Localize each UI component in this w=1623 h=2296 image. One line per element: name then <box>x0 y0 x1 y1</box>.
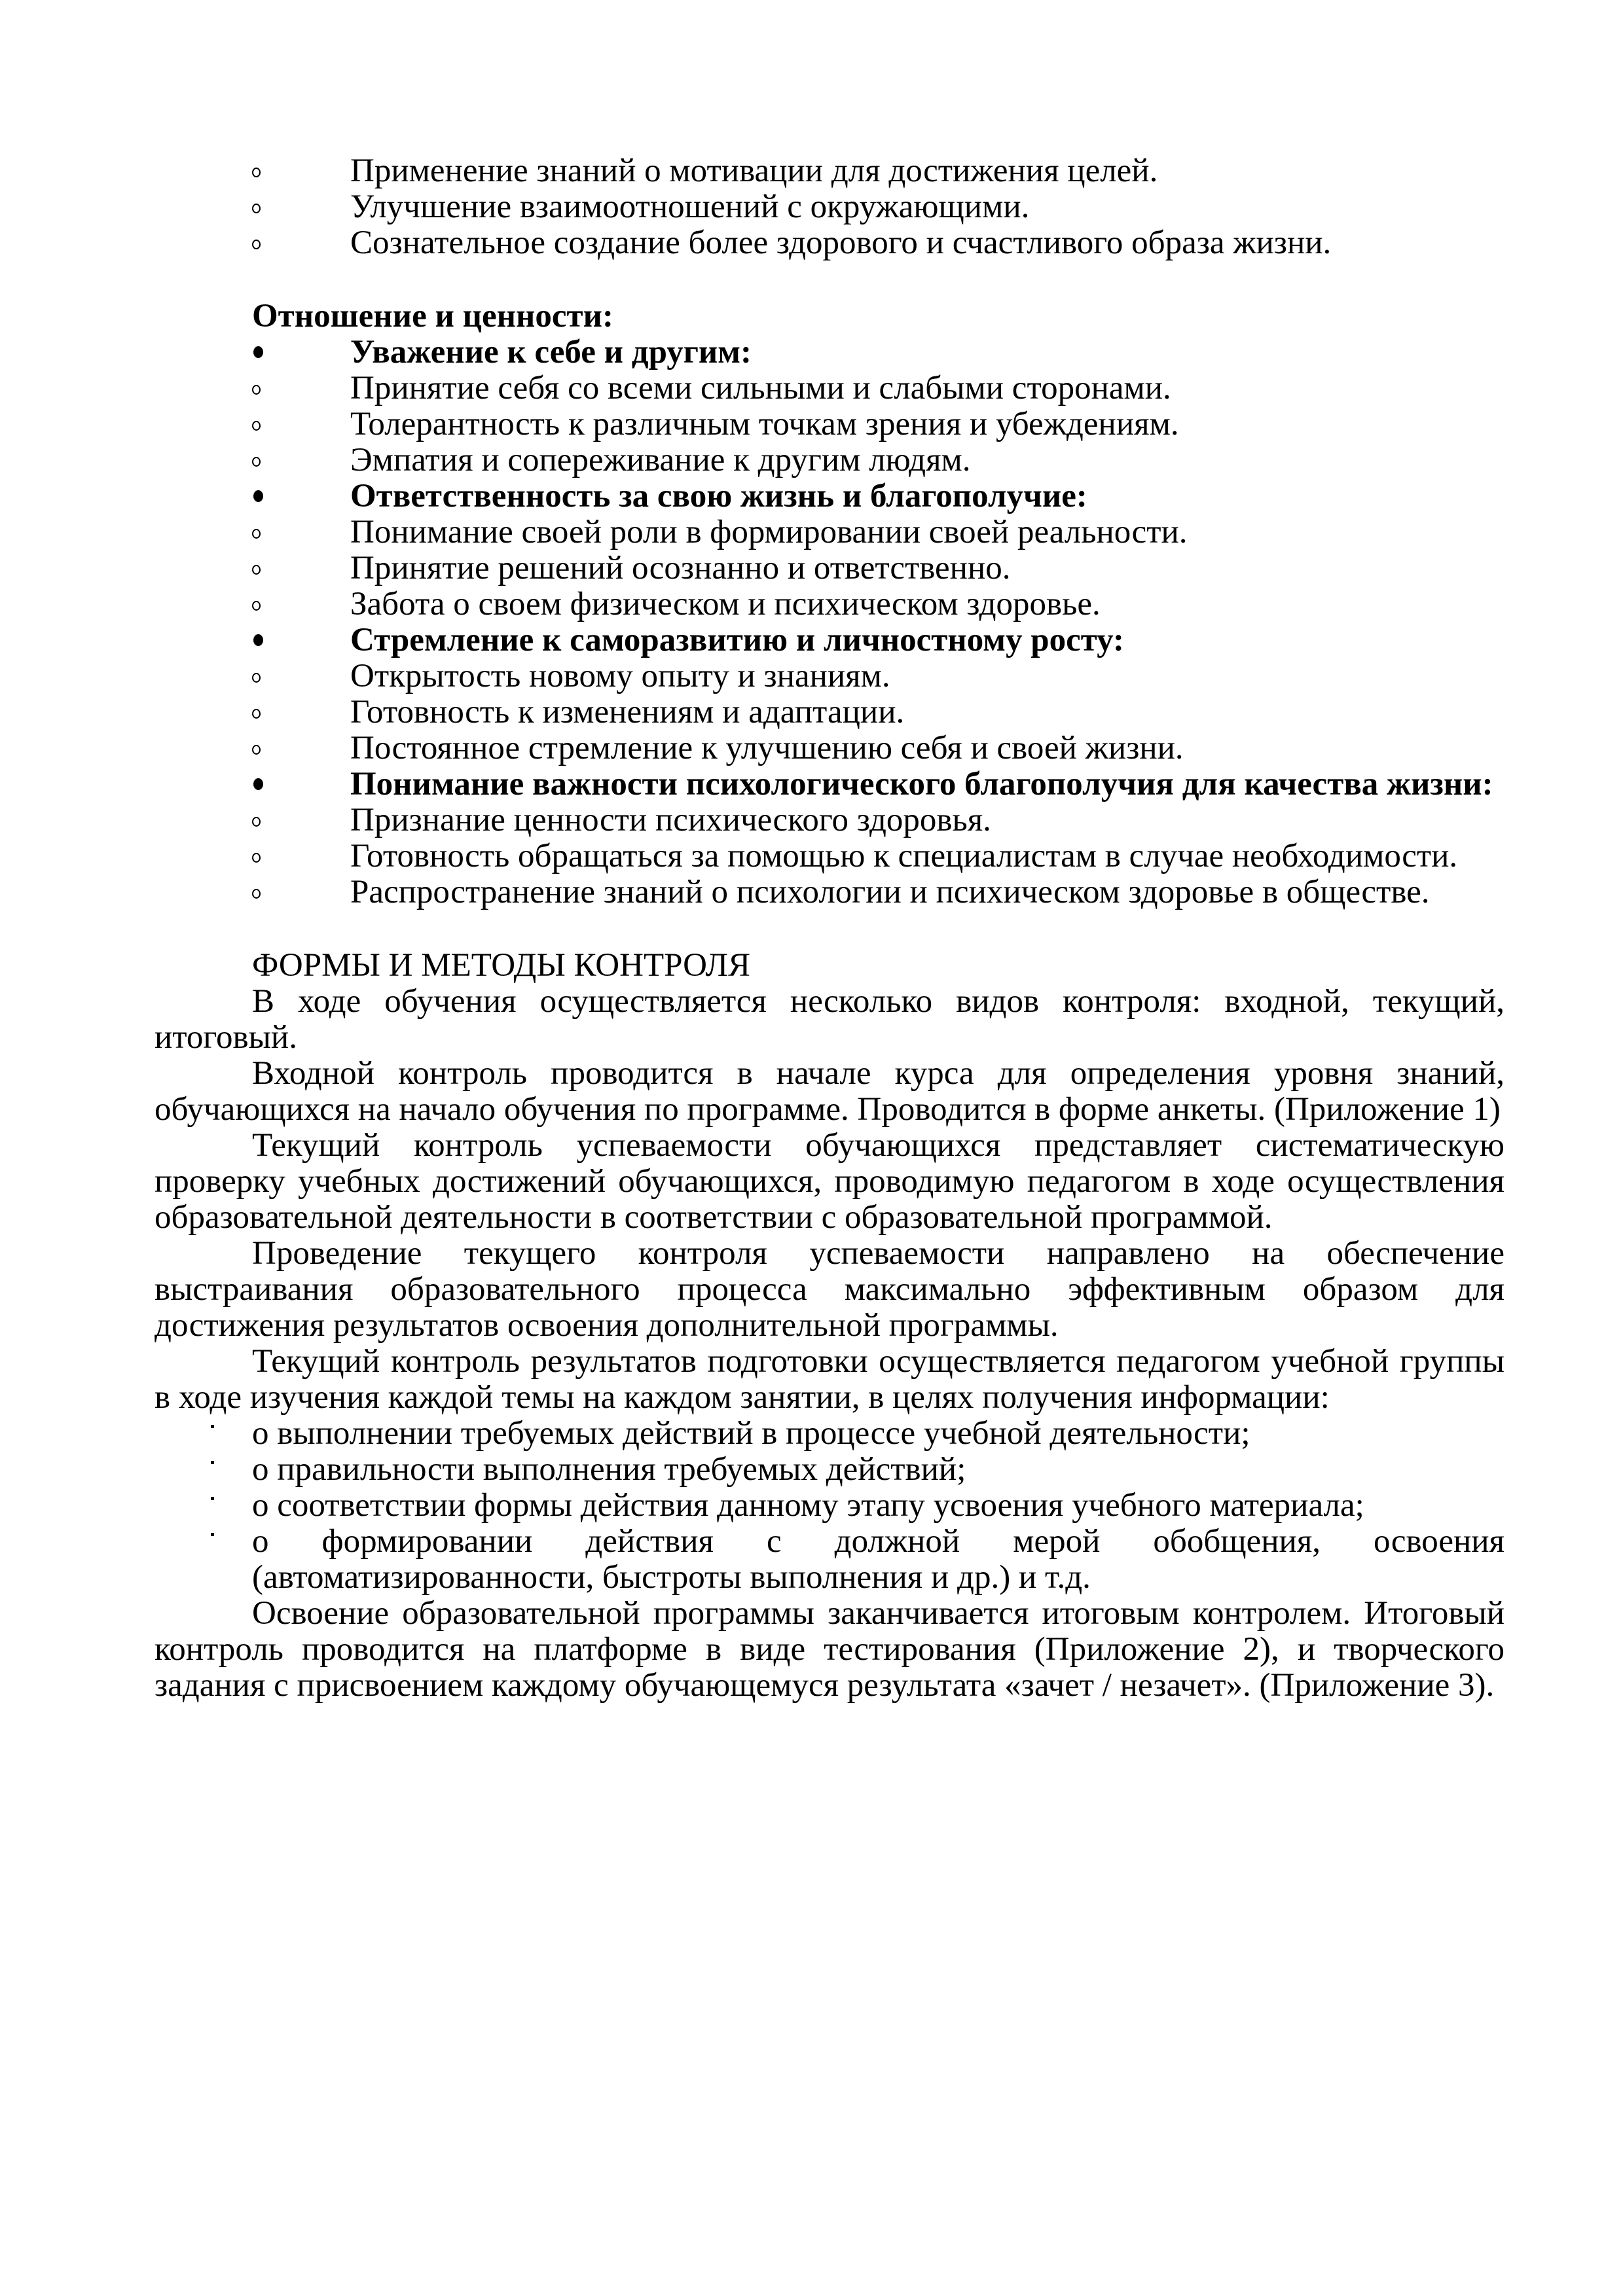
list-item-text: Понимание своей роли в формировании своей реальности. <box>350 514 1188 550</box>
spacer <box>155 261 1504 298</box>
group-title-text: Уважение к себе и другим: <box>350 334 752 370</box>
list-item-text: Признание ценности психического здоровья. <box>350 802 991 838</box>
attitudes-section <box>155 298 1504 910</box>
list-item-text: Готовность обращаться за помощью к специалистам в случае необходимости. <box>350 838 1458 874</box>
group-title-text: Ответственность за свою жизнь и благополучие: <box>350 478 1087 514</box>
list-item-text: Принятие решений осознанно и ответственно. <box>350 550 1011 586</box>
list-item-text: Открытость новому опыту и знаниям. <box>350 658 890 694</box>
paragraph: Проведение текущего контроля успеваемости направлено на обеспечение выстраивания образовательного процесса максимально эффективным образом для достижения результатов освоения дополнительной программы. <box>155 1235 1504 1344</box>
paragraph: Входной контроль проводится в начале курса для определения уровня знаний, обучающихся на начало обучения по программе. Проводится в форме анкеты. (Приложение 1) <box>155 1055 1504 1128</box>
list-item <box>155 225 1504 261</box>
list-item-text: о выполнении требуемых действий в процессе учебной деятельности; <box>252 1415 1250 1452</box>
group-title-text: Стремление к саморазвитию и личностному росту: <box>350 622 1124 658</box>
list-item <box>155 189 1504 225</box>
list-item <box>155 586 1504 622</box>
final-paragraph: Освоение образовательной программы заканчивается итоговым контролем. Итоговый контроль проводится на платформе в виде тестирования (Приложение 2), и творческого задания с присвоением каждому обучающемуся результата «зачет / незачет». (Приложение 3). <box>155 1595 1504 1704</box>
info-list <box>155 1416 1504 1596</box>
paragraph: В ходе обучения осуществляется несколько видов контроля: входной, текущий, итоговый. <box>155 983 1504 1056</box>
list-item-text: Распространение знаний о психологии и психическом здоровье в обществе. <box>350 874 1430 910</box>
section-heading-attitudes: Отношение и ценности: <box>252 298 613 334</box>
list-item <box>155 658 1504 694</box>
intro-list <box>155 153 1504 261</box>
list-item-text: о соответствии формы действия данному этапу усвоения учебного материала; <box>252 1487 1364 1524</box>
list-item-text: Забота о своем физическом и психическом здоровье. <box>350 586 1101 622</box>
list-item <box>155 730 1504 766</box>
document-page <box>155 153 1504 1704</box>
list-item <box>155 1416 1504 1452</box>
control-section <box>155 948 1504 1704</box>
list-item-text: Улучшение взаимоотношений с окружающими. <box>350 188 1030 225</box>
list-item <box>155 406 1504 442</box>
group-title <box>155 334 1504 370</box>
list-item <box>155 1524 1504 1596</box>
group-title <box>155 766 1504 802</box>
paragraph: Текущий контроль успеваемости обучающихся представляет систематическую проверку учебных достижений обучающихся, проводимую педагогом в ходе осуществления образовательной деятельности в соответствии с образовательной программой. <box>155 1127 1504 1236</box>
list-item-text: Принятие себя со всеми сильными и слабыми сторонами. <box>350 370 1171 406</box>
list-item <box>155 370 1504 406</box>
list-item-text: Постоянное стремление к улучшению себя и своей жизни. <box>350 730 1184 766</box>
list-item <box>155 838 1504 874</box>
list-item <box>155 802 1504 838</box>
list-item-text: Эмпатия и сопереживание к другим людям. <box>350 442 971 478</box>
group-title <box>155 622 1504 658</box>
list-item-text: Готовность к изменениям и адаптации. <box>350 694 905 730</box>
list-item <box>155 153 1504 189</box>
list-item-text: Сознательное создание более здорового и счастливого образа жизни. <box>350 224 1332 261</box>
group-title-text: Понимание важности психологического благополучия для качества жизни: <box>350 766 1493 802</box>
list-item <box>155 442 1504 478</box>
list-item <box>155 1488 1504 1524</box>
section-heading-control: ФОРМЫ И МЕТОДЫ КОНТРОЛЯ <box>252 947 750 984</box>
list-item <box>155 1452 1504 1488</box>
list-item <box>155 514 1504 550</box>
paragraph: Текущий контроль результатов подготовки осуществляется педагогом учебной группы в ходе изучения каждой темы на каждом занятии, в целях получения информации: <box>155 1343 1504 1416</box>
list-item-text: о правильности выполнения требуемых действий; <box>252 1451 966 1488</box>
list-item-text: Толерантность к различным точкам зрения и убеждениям. <box>350 406 1179 442</box>
list-item <box>155 874 1504 910</box>
group-title <box>155 478 1504 514</box>
list-item-text: о формировании действия с должной мерой обобщения, освоения (автоматизированности, быстроты выполнения и др.) и т.д. <box>252 1523 1504 1596</box>
spacer <box>155 910 1504 948</box>
list-item <box>155 550 1504 586</box>
list-item-text: Применение знаний о мотивации для достижения целей. <box>350 152 1158 189</box>
list-item <box>155 694 1504 730</box>
